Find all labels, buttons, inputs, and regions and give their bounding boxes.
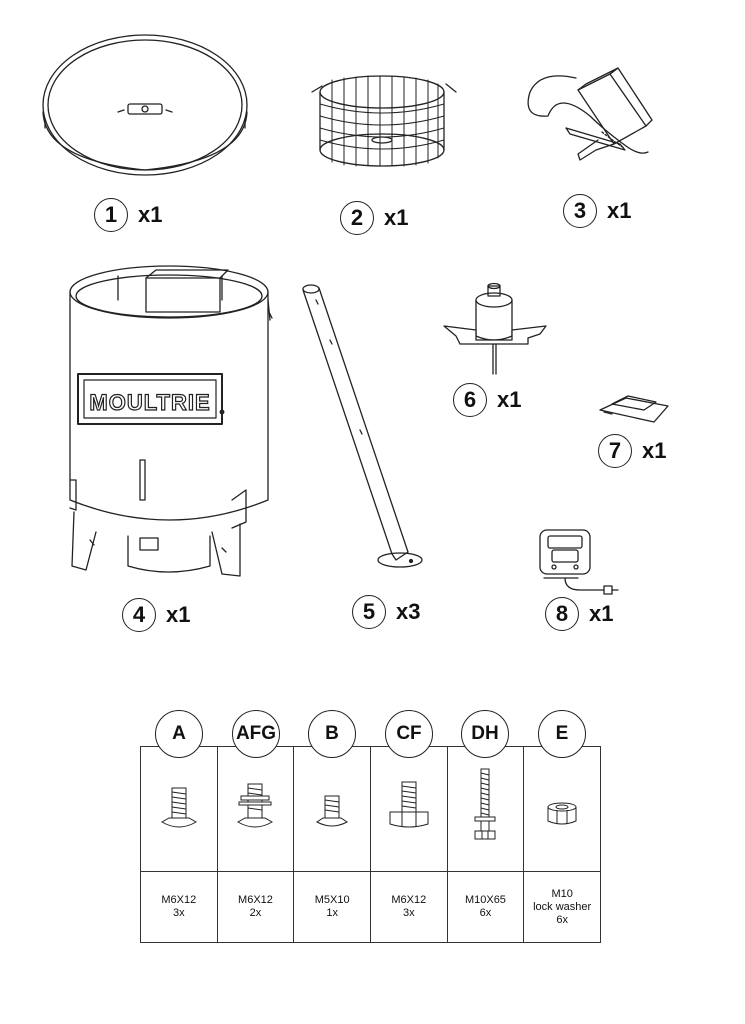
part-quantity: x1 <box>166 602 191 627</box>
short-bolt-icon <box>312 772 352 842</box>
hardware-spec-a <box>141 872 218 943</box>
spinner-motor-icon <box>444 284 546 375</box>
part-callout-8 <box>545 597 613 631</box>
part-quantity: x1 <box>384 205 409 230</box>
long-bolt-icon <box>465 767 505 847</box>
part-number: 4 <box>122 598 156 632</box>
hardware-spec-e <box>524 872 601 943</box>
part-number: 5 <box>352 595 386 629</box>
part-callout-5 <box>352 595 420 629</box>
hardware-spec-b <box>294 872 371 943</box>
leg-tube-icon <box>303 285 422 567</box>
hardware-code-e: E <box>538 710 586 758</box>
part-number: 3 <box>563 194 597 228</box>
part-quantity: x1 <box>607 198 632 223</box>
hardware-spec-dh <box>447 872 524 943</box>
hardware-cell-cf <box>370 747 447 872</box>
hardware-table <box>140 746 601 943</box>
hardware-size: M10 <box>551 887 573 900</box>
hardware-count: 3x <box>173 907 185 919</box>
hardware-cell-a <box>141 747 218 872</box>
hardware-count: 6x <box>556 913 568 926</box>
hardware-spec-row <box>141 872 601 943</box>
part-number: 8 <box>545 597 579 631</box>
part-callout-7 <box>598 434 666 468</box>
carriage-bolt-icon <box>159 772 199 842</box>
hardware-code-a: A <box>155 710 203 758</box>
hardware-cell-b <box>294 747 371 872</box>
part-number: 6 <box>453 383 487 417</box>
hardware-spec-afg <box>217 872 294 943</box>
hardware-code-b: B <box>308 710 356 758</box>
hardware-spec-cf <box>370 872 447 943</box>
hardware-count: 6x <box>479 907 492 919</box>
bolt-with-washers-icon <box>235 772 275 842</box>
hardware-code-cf: CF <box>385 710 433 758</box>
switch-cover-icon <box>600 396 668 422</box>
hardware-count: 1x <box>326 907 338 919</box>
part-callout-4 <box>122 598 190 632</box>
part-quantity: x1 <box>642 438 667 463</box>
part-quantity: x1 <box>497 387 522 412</box>
brand-logo: MOULTRIE <box>89 390 211 415</box>
hardware-code-afg: AFG <box>232 710 280 758</box>
hardware-image-row <box>141 747 601 872</box>
hardware-cell-afg <box>217 747 294 872</box>
part-quantity: x1 <box>138 202 163 227</box>
timer-unit-icon <box>540 530 618 594</box>
hardware-code-dh: DH <box>461 710 509 758</box>
part-quantity: x1 <box>589 601 614 626</box>
hardware-cell-e <box>524 747 601 872</box>
part-callout-1 <box>94 198 162 232</box>
tray-lid-icon <box>43 35 247 175</box>
part-number: 1 <box>94 198 128 232</box>
hardware-description: lock washer <box>533 900 592 913</box>
lock-washer-icon <box>542 777 582 837</box>
bolt-with-nut-icon <box>384 772 434 842</box>
hardware-size: M10X65 <box>464 894 506 906</box>
hardware-size: M6X12 <box>391 894 427 906</box>
hardware-size: M6X12 <box>238 894 273 906</box>
part-callout-2 <box>340 201 408 235</box>
hardware-count: 2x <box>249 907 262 919</box>
hardware-cell-dh <box>447 747 524 872</box>
part-callout-6 <box>453 383 521 417</box>
part-quantity: x3 <box>396 599 421 624</box>
hardware-size: M6X12 <box>161 894 197 906</box>
hopper-barrel-icon <box>70 266 272 576</box>
part-number: 7 <box>598 434 632 468</box>
battery-bracket-icon <box>528 68 652 160</box>
part-number: 2 <box>340 201 374 235</box>
hardware-size: M5X10 <box>314 894 350 906</box>
part-callout-3 <box>563 194 631 228</box>
wire-cage-icon <box>312 76 456 166</box>
hardware-count: 3x <box>402 907 415 919</box>
